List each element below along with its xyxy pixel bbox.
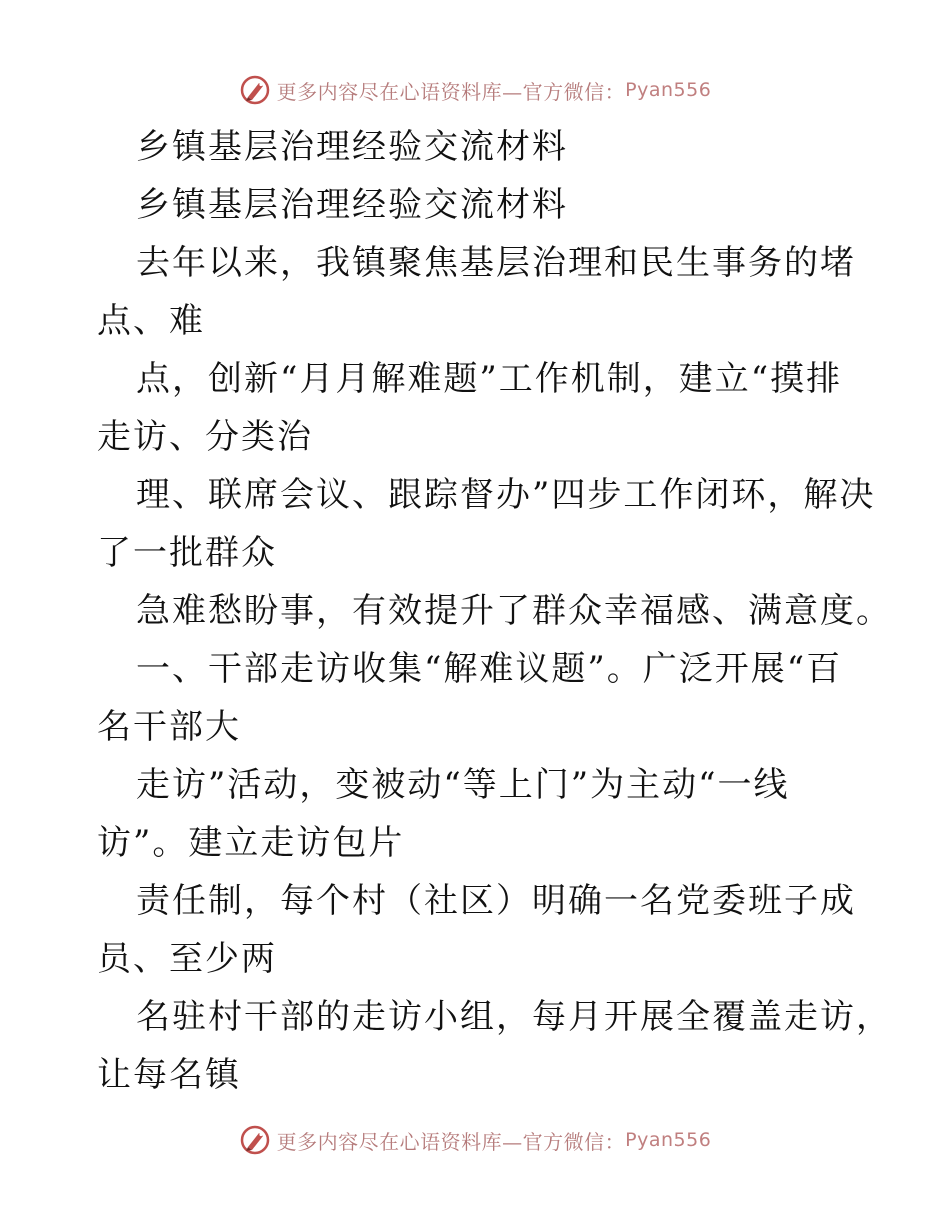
doc-title: 乡镇基层治理经验交流材料 (136, 127, 568, 167)
paragraph-line: 责任制，每个村（社区）明确一名党委班子成 (136, 881, 856, 921)
paragraph-line: 点，创新“月月解难题”工作机制，建立“摸排 (136, 359, 843, 399)
footer-banner-text: 更多内容尽在心语资料库—官方微信： (276, 1129, 626, 1154)
header-wechat-id: Pyan556 (625, 79, 712, 101)
paragraph-line: 走访、分类治 (97, 417, 313, 457)
doc-title-repeat: 乡镇基层治理经验交流材料 (136, 185, 568, 225)
header-banner (0, 70, 950, 110)
pen-logo-icon (239, 1124, 271, 1156)
section-heading-line: 一、干部走访收集“解难议题”。广泛开展“百 (136, 649, 843, 689)
footer-wechat-id: Pyan556 (625, 1129, 712, 1151)
paragraph-line: 理、联席会议、跟踪督办”四步工作闭环，解决 (136, 475, 876, 515)
paragraph-line: 员、至少两 (97, 939, 277, 979)
pen-logo-icon (239, 74, 271, 106)
paragraph-line: 了一批群众 (97, 533, 277, 573)
paragraph-line: 急难愁盼事，有效提升了群众幸福感、满意度。 (136, 591, 892, 631)
paragraph-line: 走访”活动，变被动“等上门”为主动“一线 (136, 765, 790, 805)
paragraph-line: 去年以来，我镇聚焦基层治理和民生事务的堵 (136, 243, 856, 283)
footer-banner (0, 1120, 950, 1160)
header-banner-text: 更多内容尽在心语资料库—官方微信： (276, 79, 626, 104)
paragraph-line: 名干部大 (97, 707, 241, 747)
paragraph-line: 名驻村干部的走访小组，每月开展全覆盖走访， (136, 997, 892, 1037)
paragraph-line: 让每名镇 (97, 1055, 241, 1095)
paragraph-line: 访”。建立走访包片 (97, 823, 405, 863)
paragraph-line: 点、难 (97, 301, 205, 341)
